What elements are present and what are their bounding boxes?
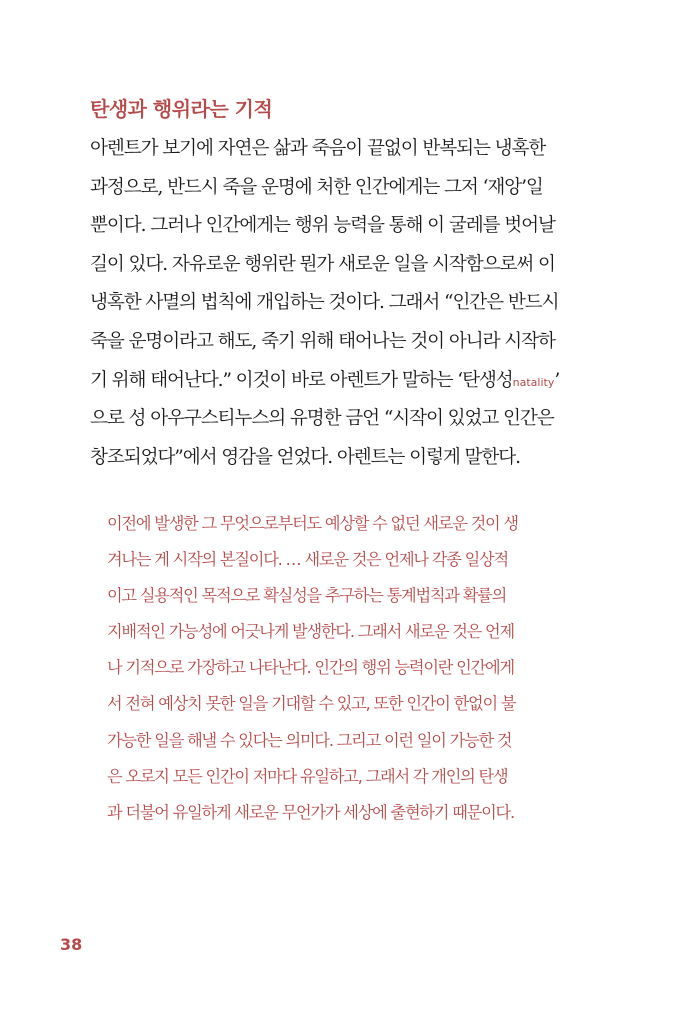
body-line: 뿐이다. 그러나 인간에게는 행위 능력을 통해 이 굴레를 벗어날 [90, 215, 555, 237]
page-number: 38 [60, 935, 83, 954]
closing-quote: ’ [554, 369, 560, 391]
quote-line: 겨나는 게 시작의 본질이다. … 새로운 것은 언제나 각종 일상적 [107, 550, 508, 570]
quote-line: 가능한 일을 해낼 수 있다는 의미다. 그리고 이런 일이 가능한 것 [107, 730, 512, 750]
natality-term: natality [512, 375, 555, 389]
body-line: 길이 있다. 자유로운 행위란 뭔가 새로운 일을 시작함으로써 이 [90, 253, 555, 275]
body-line-text: 기 위해 태어난다.” 이것이 바로 아렌트가 말하는 ‘탄생성 [90, 369, 513, 391]
quote-line: 서 전혀 예상치 못한 일을 기대할 수 있고, 또한 인간이 한없이 불 [107, 694, 516, 714]
block-quote [107, 506, 602, 831]
body-line: 으로 성 아우구스티누스의 유명한 금언 “시작이 있었고 인간은 [90, 408, 554, 430]
body-line: 냉혹한 사멸의 법칙에 개입하는 것이다. 그래서 “인간은 반드시 [90, 292, 559, 314]
quote-line: 과 더불어 유일하게 새로운 무언가가 세상에 출현하기 때문이다. [107, 802, 514, 822]
quote-line: 이전에 발생한 그 무엇으로부터도 예상할 수 없던 새로운 것이 생 [107, 514, 518, 533]
quote-line: 나 기적으로 가장하고 나타난다. 인간의 행위 능력이란 인간에게 [107, 658, 514, 678]
quote-line: 은 오로지 모든 인간이 저마다 유일하고, 그래서 각 개인의 탄생 [107, 766, 508, 786]
body-line: 아렌트가 보기에 자연은 삶과 죽음이 끝없이 반복되는 냉혹한 [90, 138, 546, 159]
quote-line: 지배적인 가능성에 어긋나게 발생한다. 그래서 새로운 것은 언제 [107, 622, 514, 642]
body-line: 과정으로, 반드시 죽을 운명에 처한 인간에게는 그저 ‘재앙’일 [90, 176, 543, 198]
body-line-with-term [90, 362, 612, 401]
quote-line: 이고 실용적인 목적으로 확실성을 추구하는 통계법칙과 확률의 [107, 586, 507, 606]
section-heading: 탄생과 행위라는 기적 [90, 97, 273, 121]
body-paragraph [90, 130, 612, 477]
body-line: 창조되었다”에서 영감을 얻었다. 아렌트는 이렇게 말한다. [90, 446, 520, 468]
body-line: 죽을 운명이라고 해도, 죽기 위해 태어나는 것이 아니라 시작하 [90, 330, 555, 352]
